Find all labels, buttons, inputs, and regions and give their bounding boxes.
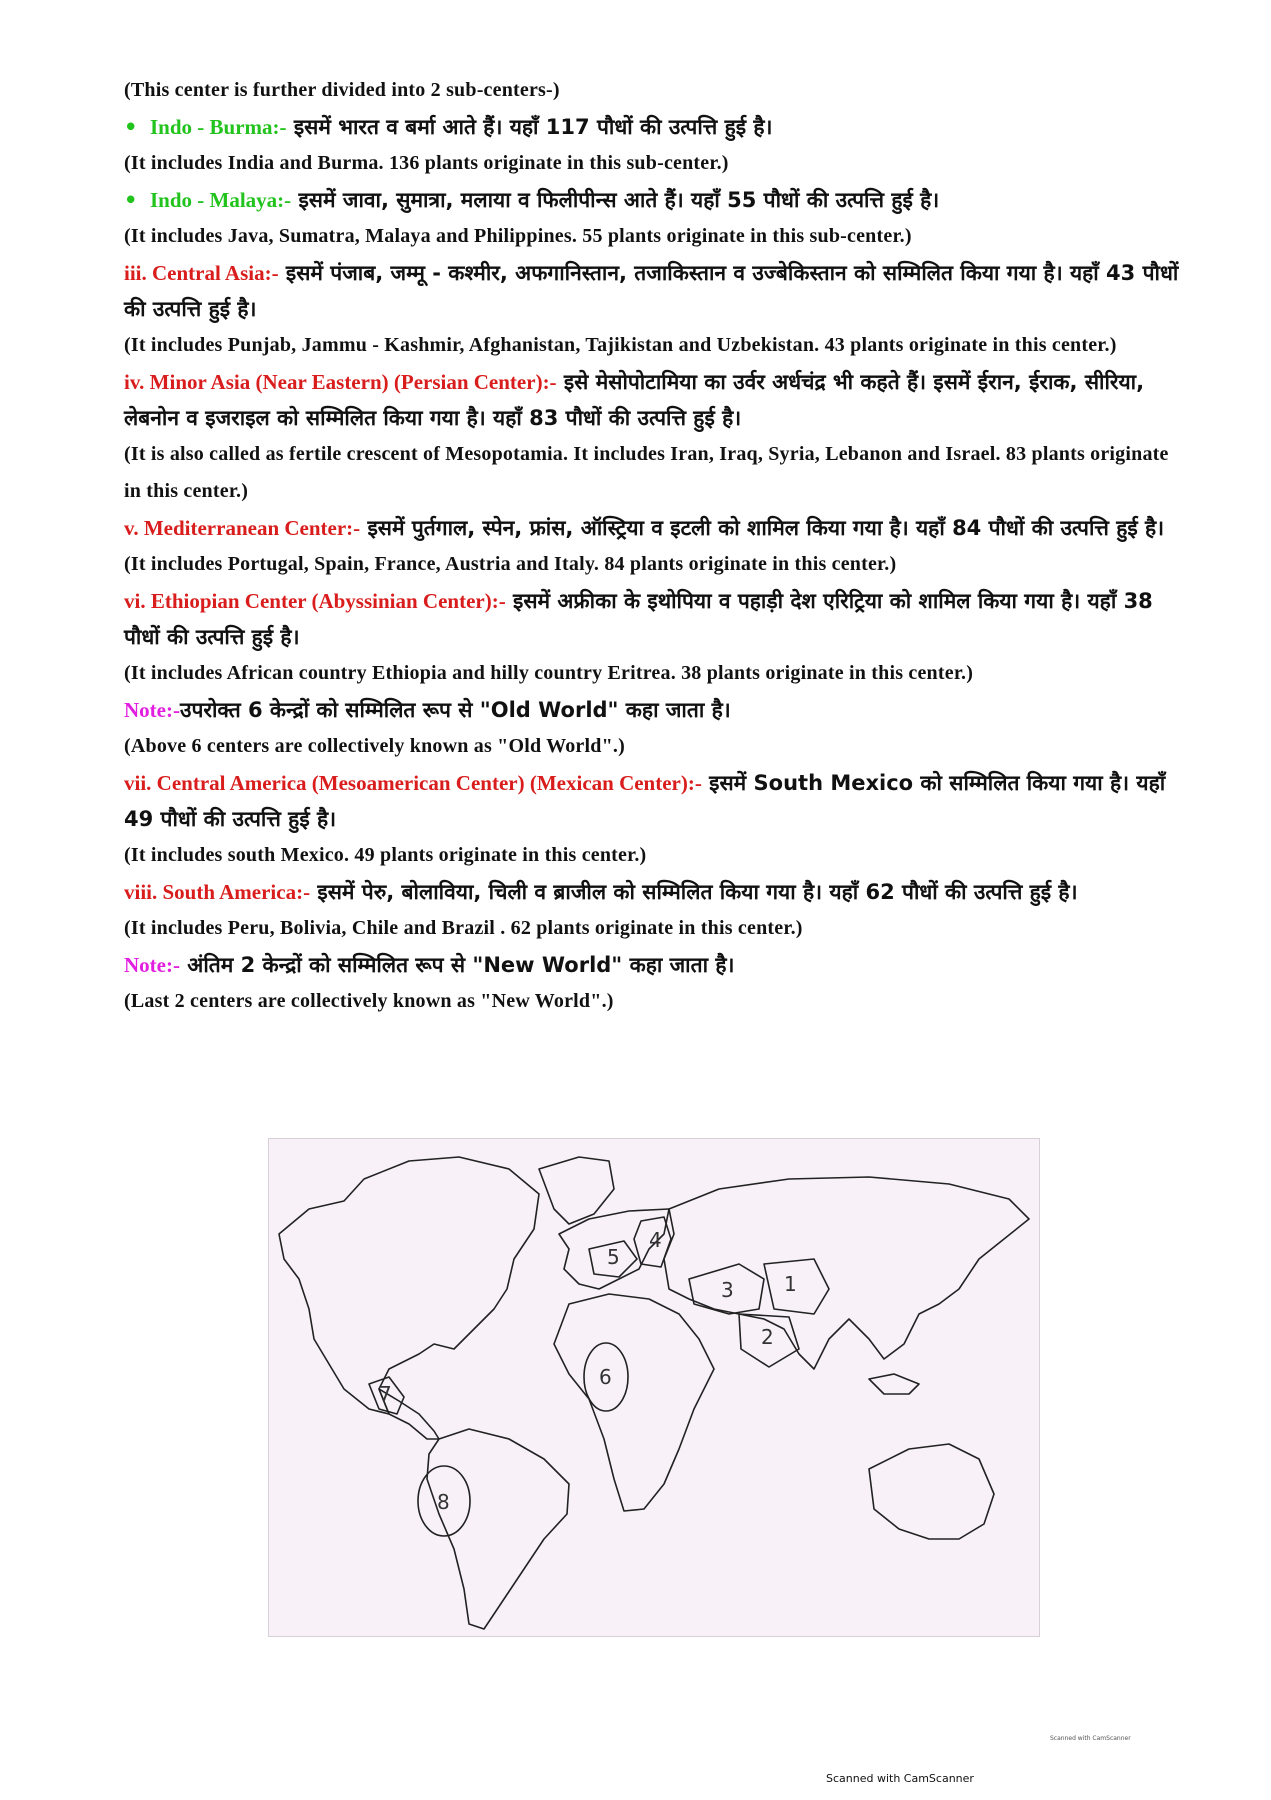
se-asia-outline — [869, 1374, 919, 1394]
mediterranean-english: (It includes Portugal, Spain, France, Austria and Italy. 84 plants originate in this center.) — [124, 553, 897, 575]
south-america-outline — [427, 1429, 569, 1629]
map-label-2: 2 — [761, 1325, 774, 1349]
minor-asia-label: iv. Minor Asia (Near Eastern) (Persian Center):- — [124, 370, 557, 394]
world-map — [268, 1138, 1040, 1637]
ethiopian-text: इसमें अफ्रीका के इथोपिया व पहाड़ी देश एरिट्रिया को शामिल किया गया है। यहाँ 38 पौधों की उत्पत्ति हुई है। — [124, 589, 1153, 649]
map-label-3: 3 — [721, 1278, 734, 1302]
map-label-7: 7 — [379, 1382, 392, 1406]
central-america-label: vii. Central America (Mesoamerican Center) (Mexican Center):- — [124, 771, 702, 795]
central-america-english: (It includes south Mexico. 49 plants originate in this center.) — [124, 844, 647, 866]
note-text: उपरोक्त 6 केन्द्रों को सम्मिलित रूप से "Old World" कहा जाता है। — [179, 698, 731, 722]
mediterranean-text: इसमें पुर्तगाल, स्पेन, फ्रांस, ऑस्ट्रिया व इटली को शामिल किया गया है। यहाँ 84 पौधों की उत्पत्ति हुई है। — [360, 516, 1165, 540]
ethiopian-hindi — [124, 583, 1184, 655]
bullet-icon: • — [124, 115, 138, 139]
bullet-icon: • — [124, 188, 138, 212]
asia-outline — [664, 1177, 1029, 1369]
indo-malaya-text: इसमें जावा, सुमात्रा, मलाया व फिलीपीन्स आते हैं। यहाँ 55 पौधों की उत्पत्ति हुई है। — [291, 188, 940, 212]
africa-outline — [554, 1294, 714, 1511]
ethiopian-english: (It includes African country Ethiopia and hilly country Eritrea. 38 plants originate in this center.) — [124, 662, 974, 684]
map-label-4: 4 — [649, 1228, 662, 1252]
map-label-6: 6 — [599, 1365, 612, 1389]
world-map-drawing — [269, 1139, 1039, 1636]
ethiopian-label: vi. Ethiopian Center (Abyssinian Center):- — [124, 589, 506, 613]
central-asia-label: iii. Central Asia:- — [124, 261, 279, 285]
subcenter-intro: (This center is further divided into 2 sub-centers-) — [124, 79, 560, 101]
indo-burma-text: इसमें भारत व बर्मा आते हैं। यहाँ 117 पौधों की उत्पत्ति हुई है। — [286, 115, 773, 139]
greenland-outline — [539, 1157, 614, 1224]
south-america-text: इसमें पेरु, बोलाविया, चिली व ब्राजील को सम्मिलित किया गया है। यहाँ 62 पौधों की उत्पत्ति हुई है। — [310, 880, 1078, 904]
old-world-note-english: (Above 6 centers are collectively known as "Old World".) — [124, 735, 625, 757]
note-label: Note:- — [124, 698, 180, 722]
indo-malaya-english: (It includes Java, Sumatra, Malaya and Philippines. 55 plants originate in this sub-center.) — [124, 225, 912, 247]
south-america-hindi — [124, 874, 1184, 910]
mediterranean-label: v. Mediterranean Center:- — [124, 516, 361, 540]
scan-watermark: Scanned with CamScanner — [826, 1772, 974, 1785]
south-america-english: (It includes Peru, Bolivia, Chile and Brazil . 62 plants originate in this center.) — [124, 917, 803, 939]
scan-watermark-small: Scanned with CamScanner — [1050, 1735, 1131, 1742]
australia-outline — [869, 1444, 994, 1539]
central-asia-english: (It includes Punjab, Jammu - Kashmir, Afghanistan, Tajikistan and Uzbekistan. 43 plants originate in this center.) — [124, 334, 1117, 356]
central-asia-hindi — [124, 255, 1184, 327]
central-america-hindi — [124, 765, 1184, 837]
central-asia-text: इसमें पंजाब, जम्मू - कश्मीर, अफगानिस्तान, तजाकिस्तान व उज्बेकिस्तान को सम्मिलित किया गया है। यहाँ 43 पौधों की उत्पत्ति हुई है। — [124, 261, 1179, 321]
old-world-note-hindi — [124, 692, 1184, 728]
indo-burma-hindi — [124, 109, 1184, 145]
south-america-label: viii. South America:- — [124, 880, 311, 904]
new-world-note-hindi — [124, 947, 1184, 983]
minor-asia-hindi — [124, 364, 1184, 436]
new-world-note-english: (Last 2 centers are collectively known as "New World".) — [124, 990, 614, 1012]
map-label-8: 8 — [437, 1490, 450, 1514]
note-label: Note:- — [124, 953, 180, 977]
document-body — [124, 72, 1184, 1020]
map-label-1: 1 — [784, 1272, 797, 1296]
map-label-5: 5 — [607, 1245, 620, 1269]
indo-burma-label: Indo - Burma:- — [150, 115, 287, 139]
indo-burma-english: (It includes India and Burma. 136 plants originate in this sub-center.) — [124, 152, 729, 174]
minor-asia-text: इसे मेसोपोटामिया का उर्वर अर्धचंद्र भी कहते हैं। इसमें ईरान, ईराक, सीरिया, लेबनोन व इजराइल को सम्मिलित किया गया है। यहाँ 83 पौधों की उत्पत्ति हुई है। — [124, 370, 1145, 430]
minor-asia-english: (It is also called as fertile crescent of Mesopotamia. It includes Iran, Iraq, Syria, Lebanon and Israel. 83 plants originate in this center.) — [124, 443, 1169, 502]
indo-malaya-hindi — [124, 182, 1184, 218]
central-america-text: इसमें South Mexico को सम्मिलित किया गया है। यहाँ 49 पौधों की उत्पत्ति हुई है। — [124, 771, 1166, 831]
mediterranean-hindi — [124, 510, 1184, 546]
north-america-outline — [279, 1157, 539, 1414]
note-text: अंतिम 2 केन्द्रों को सम्मिलित रूप से "New World" कहा जाता है। — [179, 953, 735, 977]
indo-malaya-label: Indo - Malaya:- — [150, 188, 292, 212]
